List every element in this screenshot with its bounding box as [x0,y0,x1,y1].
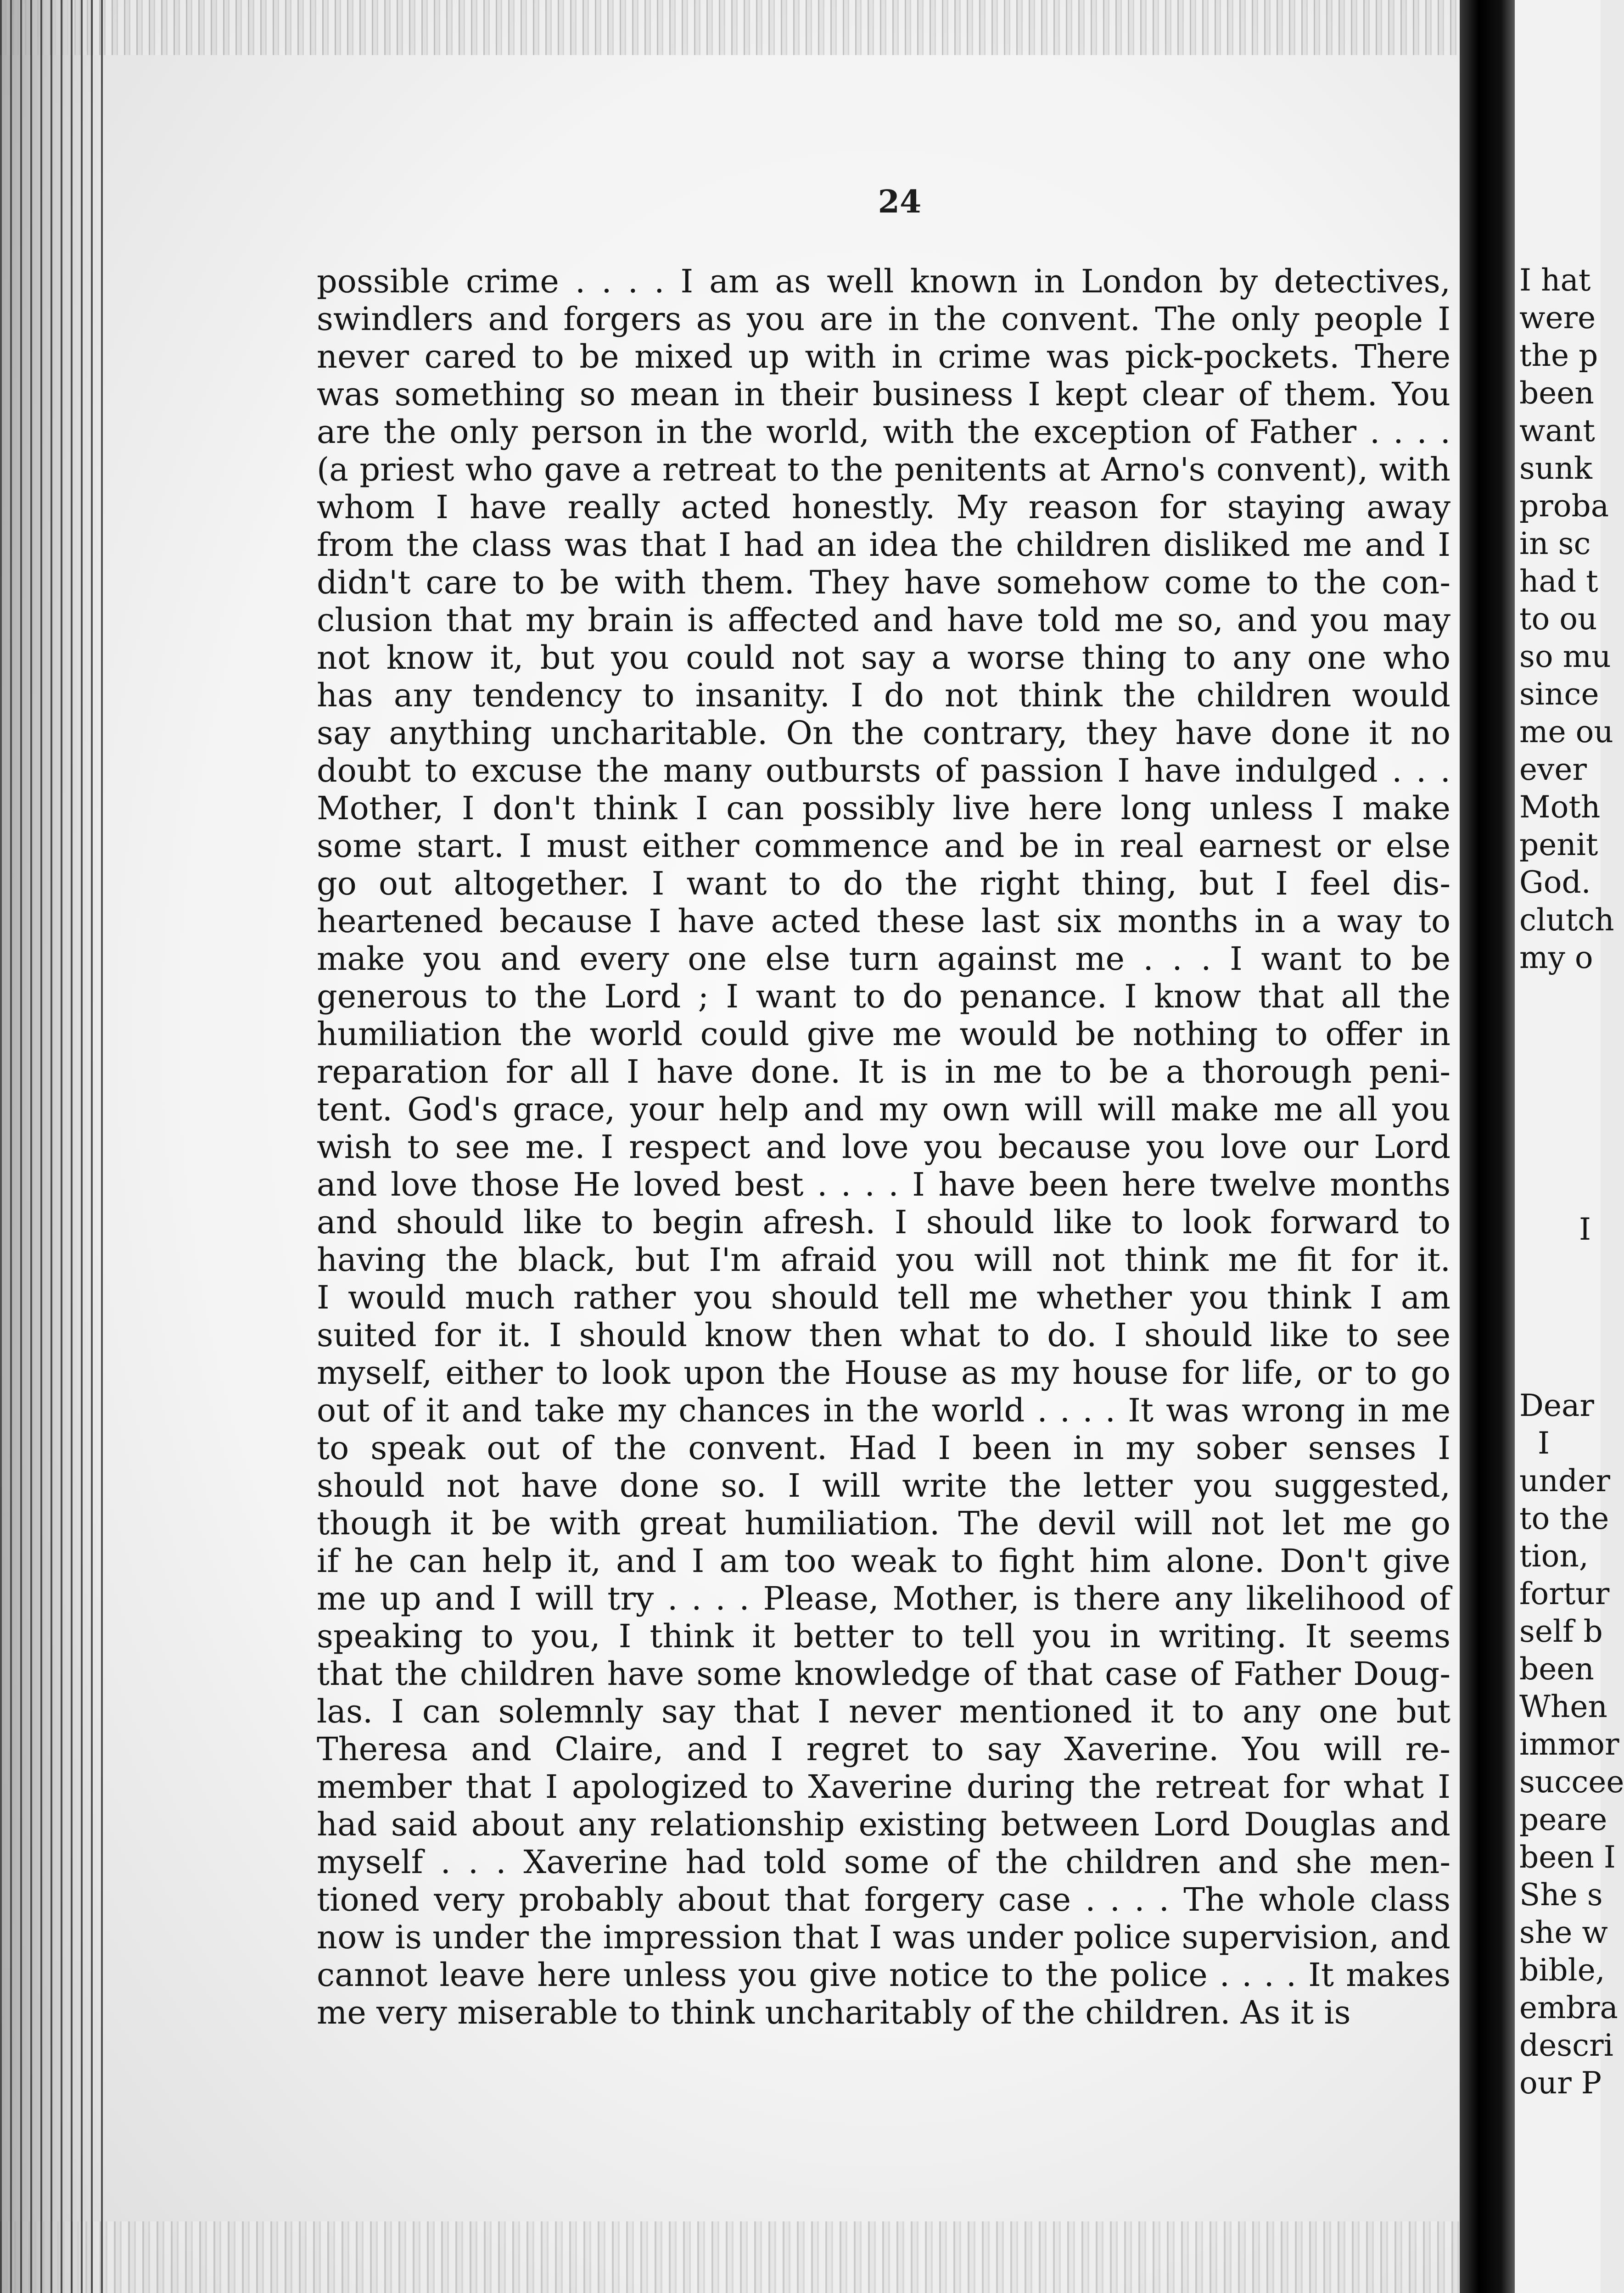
text-line: I would much rather you should tell me whether you think I am [317,1279,1450,1316]
text-line: generous to the Lord ; I want to do penance. I know that all the [317,978,1450,1015]
facing-page-line: to ou [1519,601,1597,637]
text-line: me very miserable to think uncharitably of the children. As it is [317,1994,1351,2031]
text-line: to speak out of the convent. Had I been in my sober senses I [317,1429,1450,1467]
text-line: make you and every one else turn against me . . . I want to be [317,940,1450,978]
facing-page-line: penit [1519,827,1598,862]
facing-page-line: clutch [1519,902,1614,938]
worn-bottom-edge [0,2221,1515,2293]
facing-page-line: to the [1519,1501,1609,1536]
facing-page-line: our P [1519,2065,1602,2101]
facing-page-line: sunk [1519,451,1592,486]
text-line: not know it, but you could not say a worse thing to any one who [317,639,1450,677]
facing-page-line: bible, [1519,1952,1605,1988]
facing-page-line: tion, [1519,1538,1589,1574]
text-line: though it be with great humiliation. The devil will not let me go [317,1504,1450,1542]
text-line: and should like to begin afresh. I should like to look forward to [317,1203,1450,1241]
text-line: humiliation the world could give me would be nothing to offer in [317,1015,1450,1053]
facing-page-line: Dear [1519,1388,1594,1423]
facing-page-line: When [1519,1689,1607,1724]
text-line: Theresa and Claire, and I regret to say Xaverine. You will re- [317,1730,1450,1768]
text-line: never cared to be mixed up with in crime was pick-pockets. There [317,338,1450,375]
facing-page-line: fortur [1519,1576,1610,1611]
text-line: if he can help it, and I am too weak to fight him alone. Don't give [317,1542,1450,1580]
text-line: was something so mean in their business I kept clear of them. You [317,375,1450,413]
text-line: clusion that my brain is affected and have told me so, and you may [317,601,1450,639]
text-line: tent. God's grace, your help and my own will will make me all you [317,1091,1450,1128]
facing-page-line: descri [1519,2028,1613,2063]
text-line: has any tendency to insanity. I do not think the children would [317,677,1450,714]
facing-page-line: been I [1519,1840,1616,1875]
text-line: doubt to excuse the many outbursts of passion I have indulged . . . [317,752,1450,789]
facing-page-line: proba [1519,488,1609,524]
text-line: from the class was that I had an idea the children disliked me and I [317,526,1450,564]
text-line: possible crime . . . . I am as well known in London by detectives, [317,263,1450,300]
body-text [317,263,1450,2031]
book-gutter [1460,0,1515,2293]
facing-page-line: the p [1519,338,1598,373]
text-line: should not have done so. I will write the letter you suggested, [317,1467,1450,1504]
facing-page-line: self b [1519,1614,1603,1649]
text-line: heartened because I have acted these last six months in a way to [317,902,1450,940]
facing-page-line: immor [1519,1727,1619,1762]
text-line: las. I can solemnly say that I never mentioned it to any one but [317,1693,1450,1730]
text-line: whom I have really acted honestly. My reason for staying away [317,488,1450,526]
text-line: go out altogether. I want to do the right thing, but I feel dis- [317,865,1450,902]
worn-top-edge [0,0,1515,55]
facing-page-line: been [1519,375,1594,411]
text-line: some start. I must either commence and be in real earnest or else [317,827,1450,865]
text-line: Mother, I don't think I can possibly live here long unless I make [317,789,1450,827]
text-line: now is under the impression that I was under police supervision, and [317,1918,1450,1956]
text-line: wish to see me. I respect and love you because you love our Lord [317,1128,1450,1166]
facing-page-line: since [1519,677,1599,712]
facing-page-line: I hat [1519,263,1591,298]
text-line: (a priest who gave a retreat to the penitents at Arno's convent), with [317,451,1450,488]
text-line: having the black, but I'm afraid you will not think me fit for it. [317,1241,1450,1279]
text-line: didn't care to be with them. They have somehow come to the con- [317,564,1450,601]
facing-page-line: She s [1519,1877,1603,1913]
facing-page-line: Moth [1519,789,1601,825]
text-line: myself, either to look upon the House as my house for life, or to go [317,1354,1450,1392]
facing-page-line: I [1538,1426,1550,1461]
facing-page-line: ever [1519,752,1587,787]
facing-page-line: my o [1519,940,1593,975]
text-line: and love those He loved best . . . . I have been here twelve months [317,1166,1450,1203]
facing-page-line: she w [1519,1915,1608,1950]
page-number: 24 [878,184,922,220]
text-line: tioned very probably about that forgery case . . . . The whole class [317,1881,1450,1918]
text-line: say anything uncharitable. On the contrary, they have done it no [317,714,1450,752]
text-line: cannot leave here unless you give notice to the police . . . . It makes [317,1956,1450,1994]
facing-page-line: want [1519,413,1595,448]
text-line: speaking to you, I think it better to tell you in writing. It seems [317,1617,1450,1655]
text-line: are the only person in the world, with the exception of Father . . . . [317,413,1450,451]
facing-page-line: been [1519,1651,1594,1687]
text-line: me up and I will try . . . . Please, Mother, is there any likelihood of [317,1580,1450,1617]
facing-page-line: had t [1519,564,1598,599]
text-line: member that I apologized to Xaverine during the retreat for what I [317,1768,1450,1806]
facing-page-line: God. [1519,865,1591,900]
facing-page-line: in sc [1519,526,1591,561]
facing-page-line: peare [1519,1802,1607,1837]
facing-page-line: so mu [1519,639,1611,674]
facing-page-line: succee [1519,1764,1624,1800]
text-line: reparation for all I have done. It is in me to be a thorough peni- [317,1053,1450,1091]
text-line: myself . . . Xaverine had told some of the children and she men- [317,1843,1450,1881]
facing-page-line: embra [1519,1990,1618,2025]
facing-page-line: I [1579,1212,1591,1247]
text-line: had said about any relationship existing between Lord Douglas and [317,1806,1450,1843]
facing-page-line: under [1519,1463,1610,1499]
text-line: that the children have some knowledge of that case of Father Doug- [317,1655,1450,1693]
text-line: swindlers and forgers as you are in the convent. The only people I [317,300,1450,338]
text-line: out of it and take my chances in the world . . . . It was wrong in me [317,1392,1450,1429]
text-line: suited for it. I should know then what to do. I should like to see [317,1316,1450,1354]
facing-page-line: were [1519,300,1596,336]
facing-page-line: me ou [1519,714,1613,749]
worn-left-edge [0,0,106,2293]
